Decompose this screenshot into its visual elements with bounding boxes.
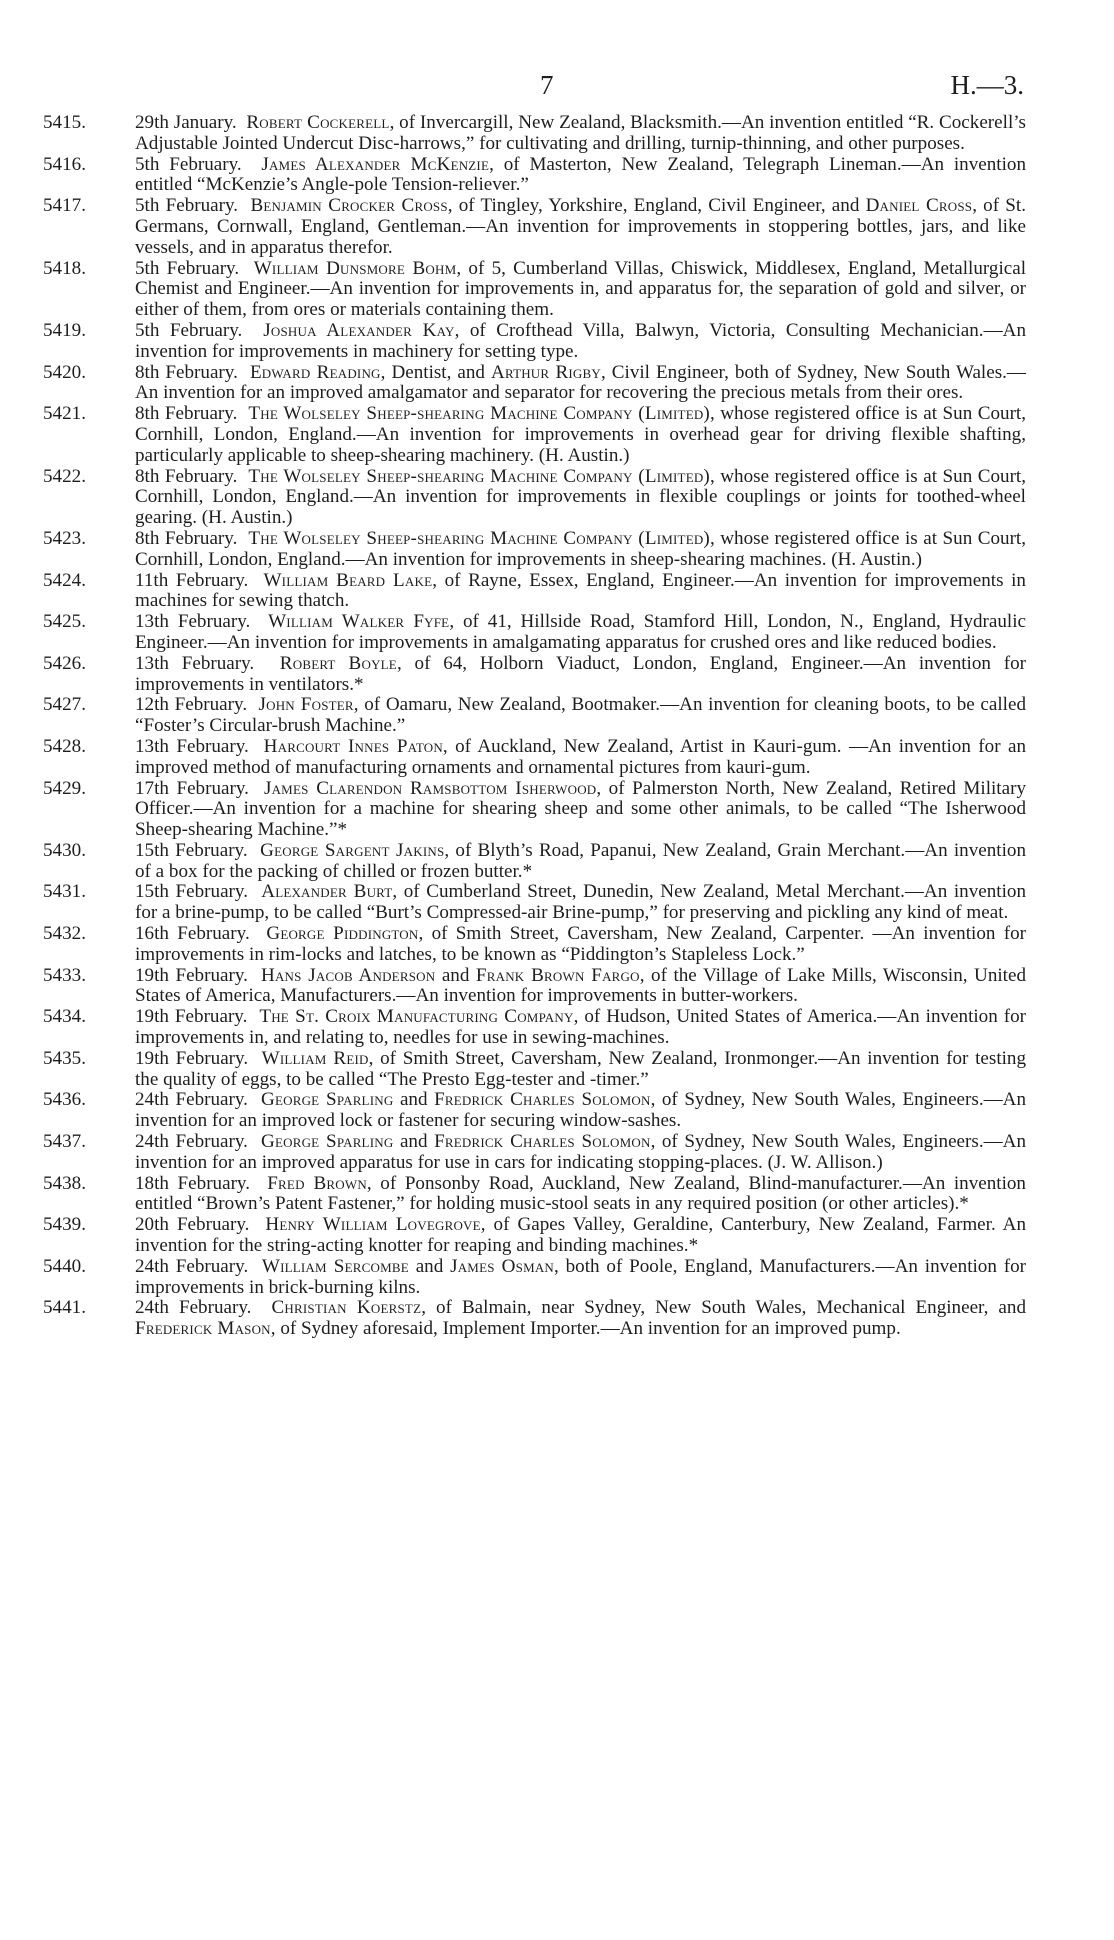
entry-date: 17th February. xyxy=(135,777,249,799)
applicant-name: George Piddington xyxy=(266,923,419,945)
patent-entry xyxy=(43,319,1026,363)
entry-date: 15th February. xyxy=(135,881,248,903)
applicant-name: George Sparling xyxy=(261,1089,394,1111)
entry-date: 29th January. xyxy=(135,112,237,133)
entry-date: 24th February. xyxy=(135,1297,252,1319)
applicant-name: William Reid xyxy=(261,1047,369,1069)
entry-date: 5th February. xyxy=(135,257,240,279)
entry-date: 8th February. xyxy=(135,403,238,425)
entry-number: 5415. xyxy=(43,112,86,133)
entry-text: , of Hudson, United States of America.—An invention for improvements in, and relating to, needles for use in sewing-machines. xyxy=(135,1006,1027,1049)
entry-text: , of 5, Cumberland Villas, Chiswick, Middlesex, England, Metallurgical Chemist and Engineer.—An invention for improvements in, and apparatus for, the separation of gold and silver, or either of them, from ores or materials containing them. xyxy=(135,257,1027,321)
entry-date: 8th February. xyxy=(135,527,238,549)
entry-text: , Civil Engineer, both of Sydney, New South Wales.—An invention for an improved amalgamator and separator for recovering the precious metals from their ores. xyxy=(135,361,1027,404)
page-number: 7 xyxy=(540,70,554,100)
entry-date: 12th February. xyxy=(135,694,248,716)
applicant-name: William Sercombe xyxy=(261,1255,409,1277)
applicant-name: James Alexander McKenzie xyxy=(261,153,490,175)
applicant-name: Arthur Rigby xyxy=(490,361,601,383)
patent-entry xyxy=(43,112,1026,155)
applicant-name: James Osman xyxy=(450,1255,555,1277)
entry-text: , both of Poole, England, Manufacturers.—An invention for improvements in brick-burning kilns. xyxy=(135,1255,1026,1298)
entry-date: 5th February. xyxy=(135,153,242,175)
entry-date: 13th February. xyxy=(135,735,249,757)
entry-number: 5428. xyxy=(43,735,86,757)
entry-date: 5th February. xyxy=(135,319,243,341)
patent-entry xyxy=(43,361,1027,405)
entry-number: 5418. xyxy=(43,257,86,279)
entry-number: 5426. xyxy=(43,652,86,674)
entry-date: 8th February. xyxy=(135,361,238,383)
patent-entry xyxy=(43,1006,1027,1049)
applicant-name: Robert Cockerell xyxy=(246,112,390,133)
patent-entry xyxy=(43,839,1026,883)
patent-entry xyxy=(43,652,1027,696)
applicant-name: Joshua Alexander Kay xyxy=(263,319,455,341)
entry-number: 5421. xyxy=(43,403,86,425)
applicant-name: James Clarendon Ramsbottom Isherwood xyxy=(263,777,597,799)
entry-date: 24th February. xyxy=(135,1089,248,1111)
patent-entry xyxy=(43,1089,1027,1132)
patent-entry xyxy=(43,403,1027,466)
entry-text: , of Sydney, New South Wales, Engineers.—An invention for an improved apparatus for use in cars for indicating stopping-places. (J. W. Allison.) xyxy=(135,1131,1027,1173)
patent-entry xyxy=(43,195,1026,258)
entry-text: and xyxy=(408,1255,451,1277)
entry-text: , of Masterton, New Zealand, Telegraph Lineman.—An invention entitled “McKenzie’s Angle-pole Tension-reliever.” xyxy=(135,153,1026,196)
applicant-name: Fredrick Charles Solomon xyxy=(434,1131,651,1153)
entry-number: 5434. xyxy=(43,1006,86,1028)
applicant-name: The Wolseley Sheep-shearing Machine Company (Limited) xyxy=(248,527,710,549)
patent-entry xyxy=(43,153,1026,197)
entry-number: 5440. xyxy=(43,1255,86,1277)
entry-text: , whose registered office is at Sun Court, Cornhill, London, England.—An invention for improvements in overhead gear for driving flexible shafting, particularly applicable to sheep-shearing machinery. (H. Austin.) xyxy=(135,403,1027,466)
applicant-name: Frederick Mason xyxy=(135,1318,271,1340)
entry-text: and xyxy=(393,1131,435,1153)
applicant-name: Frank Brown Fargo xyxy=(475,964,640,986)
entry-number: 5432. xyxy=(43,923,86,945)
applicant-name: Hans Jacob Anderson xyxy=(260,964,436,986)
patent-entry xyxy=(43,735,1026,779)
entry-number: 5433. xyxy=(43,964,86,986)
entry-text: , of Blyth’s Road, Papanui, New Zealand, Grain Merchant.—An invention of a box for the packing of chilled or frozen butter.* xyxy=(135,839,1026,882)
applicant-name: Fredrick Charles Solomon xyxy=(434,1089,651,1111)
entry-text: , of Tingley, Yorkshire, England, Civil Engineer, and xyxy=(447,195,866,217)
entry-number: 5425. xyxy=(43,611,86,633)
patent-entry xyxy=(43,1255,1026,1299)
patent-entry xyxy=(43,569,1026,613)
entry-date: 13th February. xyxy=(135,611,251,633)
applicant-name: William Beard Lake xyxy=(263,569,433,591)
entry-number: 5437. xyxy=(43,1131,86,1153)
entry-number: 5430. xyxy=(43,839,86,861)
entry-text: , of Gapes Valley, Geraldine, Canterbury, New Zealand, Farmer. An invention for the string-acting knotter for reaping and binding machines.* xyxy=(135,1214,1027,1257)
applicant-name: William Dunsmore Bohm xyxy=(253,257,457,279)
applicant-name: Fred Brown xyxy=(267,1172,367,1194)
entry-number: 5427. xyxy=(43,694,86,716)
entry-number: 5424. xyxy=(43,569,86,591)
entry-date: 11th February. xyxy=(135,569,249,591)
patent-entry xyxy=(43,1297,1027,1340)
entry-number: 5429. xyxy=(43,777,86,799)
applicant-name: John Foster xyxy=(258,694,354,716)
entry-number: 5431. xyxy=(43,881,86,903)
patent-entry xyxy=(43,465,1027,529)
entry-text: , of Smith Street, Caversham, New Zealand, Carpenter. —An invention for improvements in rim-locks and latches, to be known as “Piddington’s Stapleless Lock.” xyxy=(135,923,1026,965)
applicant-name: Daniel Cross xyxy=(865,195,973,217)
applicant-name: The St. Croix Manufacturing Company xyxy=(259,1006,574,1028)
entry-text: , whose registered office is at Sun Court, Cornhill, London, England.—An invention for improvements in flexible couplings or joints for toothed-wheel gearing. (H. Austin.) xyxy=(135,465,1027,529)
applicant-name: The Wolseley Sheep-shearing Machine Company (Limited) xyxy=(248,465,710,487)
entry-date: 15th February. xyxy=(135,839,248,861)
patent-entry xyxy=(43,257,1027,321)
entry-number: 5419. xyxy=(43,319,86,341)
document-reference: H.—3. xyxy=(950,70,1024,100)
applicant-name: Harcourt Innes Paton xyxy=(263,735,443,757)
entry-number: 5436. xyxy=(43,1089,86,1111)
applicant-name: George Sparling xyxy=(261,1131,394,1153)
entry-text: , of Ponsonby Road, Auckland, New Zealand, Blind-manufacturer.—An invention entitled “Brown’s Patent Fastener,” for holding music-stool seats in any required position (or other articles).* xyxy=(135,1172,1026,1215)
entry-number: 5417. xyxy=(43,195,86,217)
entry-number: 5441. xyxy=(43,1297,86,1319)
entry-number: 5422. xyxy=(43,465,86,487)
patent-entry xyxy=(43,1047,1027,1091)
entry-number: 5439. xyxy=(43,1214,86,1236)
applicant-name: Robert Boyle xyxy=(279,652,397,674)
entry-text: , of 64, Holborn Viaduct, London, England, Engineer.—An invention for improvements in ventilators.* xyxy=(135,652,1027,695)
entry-text: , of Palmerston North, New Zealand, Retired Military Officer.—An invention for a machine for shearing sheep and some other animals, to be called “The Isherwood Sheep-shearing Machine.”* xyxy=(135,777,1026,841)
applicant-name: The Wolseley Sheep-shearing Machine Company (Limited) xyxy=(248,403,710,425)
entry-text: , Dentist, and xyxy=(380,361,491,383)
entry-text: , of Oamaru, New Zealand, Bootmaker.—An invention for cleaning boots, to be called “Foster’s Circular-brush Machine.” xyxy=(135,694,1027,737)
patent-entry xyxy=(43,1172,1026,1216)
entry-date: 24th February. xyxy=(135,1131,248,1153)
entry-text: , of Smith Street, Caversham, New Zealand, Ironmonger.—An invention for testing the quality of eggs, to be called “The Presto Egg-tester and -timer.” xyxy=(135,1047,1027,1090)
entry-text: , of Crofthead Villa, Balwyn, Victoria, Consulting Mechanician.—An invention for improvements in machinery for setting type. xyxy=(135,319,1026,362)
entry-date: 19th February. xyxy=(135,1006,248,1028)
patent-entries-list xyxy=(0,113,1114,1340)
applicant-name: Benjamin Crocker Cross xyxy=(250,195,448,217)
entry-date: 5th February. xyxy=(135,195,239,217)
patent-entry xyxy=(43,694,1027,737)
entry-text: , whose registered office is at Sun Court, Cornhill, London, England.—An invention for improvements in sheep-shearing machines. (H. Austin.) xyxy=(135,527,1027,570)
entry-text: , of Auckland, New Zealand, Artist in Kauri-gum. —An invention for an improved method of manufacturing ornaments and ornamental pictures from kauri-gum. xyxy=(135,735,1026,778)
patent-entry xyxy=(43,964,1027,1008)
entry-date: 16th February. xyxy=(135,923,250,945)
entry-date: 19th February. xyxy=(135,964,248,986)
patent-entry xyxy=(43,881,1026,924)
entry-text: , of Balmain, near Sydney, New South Wales, Mechanical Engineer, and xyxy=(421,1297,1027,1319)
entry-date: 18th February. xyxy=(135,1172,251,1194)
entry-text: , of St. Germans, Cornwall, England, Gentleman.—An invention for improvements in stoppering bottles, jars, and like vessels, and in apparatus therefor. xyxy=(135,195,1026,258)
entry-text: , of the Village of Lake Mills, Wisconsin, United States of America, Manufacturers.—An invention for improvements in butter-workers. xyxy=(135,964,1027,1007)
applicant-name: William Walker Fyfe xyxy=(268,611,450,633)
entry-text: , of Sydney aforesaid, Implement Importer.—An invention for an improved pump. xyxy=(270,1318,901,1340)
entry-date: 20th February. xyxy=(135,1214,250,1236)
patent-entry xyxy=(43,1214,1027,1257)
patent-entry xyxy=(43,777,1026,841)
entry-date: 19th February. xyxy=(135,1047,249,1069)
applicant-name: Christian Koerstz xyxy=(271,1297,422,1319)
entry-text: , of Cumberland Street, Dunedin, New Zealand, Metal Merchant.—An invention for a brine-pump, to be called “Burt’s Compressed-air Brine-pump,” for preserving and pickling any kind of meat. xyxy=(135,881,1026,924)
applicant-name: Alexander Burt xyxy=(261,881,393,903)
entry-number: 5435. xyxy=(43,1047,86,1069)
entry-date: 8th February. xyxy=(135,465,238,487)
patent-entry xyxy=(43,1131,1027,1174)
entry-text: , of Invercargill, New Zealand, Blacksmith.—An invention entitled “R. Cockerell’s Adjustable Jointed Undercut Disc-harrows,” for cultivating and drilling, turnip-thinning, and other purposes. xyxy=(135,112,1026,154)
applicant-name: Henry William Lovegrove xyxy=(265,1214,481,1236)
entry-text: and xyxy=(435,964,476,986)
patent-entry xyxy=(43,527,1027,571)
entry-number: 5423. xyxy=(43,527,86,549)
entry-date: 13th February. xyxy=(135,652,255,674)
entry-number: 5420. xyxy=(43,361,86,383)
entry-number: 5416. xyxy=(43,153,86,175)
entry-text: and xyxy=(393,1089,435,1111)
applicant-name: George Sargent Jakins xyxy=(260,839,445,861)
entry-text: , of 41, Hillside Road, Stamford Hill, London, N., England, Hydraulic Engineer.—An invention for improvements in amalgamating apparatus for crushed ores and like reduced bodies. xyxy=(135,611,1027,653)
applicant-name: Edward Reading xyxy=(249,361,381,383)
entry-text: , of Rayne, Essex, England, Engineer.—An invention for improvements in machines for sewing thatch. xyxy=(135,569,1026,612)
entry-text: , of Sydney, New South Wales, Engineers.—An invention for an improved lock or fastener for securing window-sashes. xyxy=(135,1089,1027,1132)
entry-date: 24th February. xyxy=(135,1255,249,1277)
patent-entry xyxy=(43,611,1027,654)
patent-entry xyxy=(43,923,1026,966)
entry-number: 5438. xyxy=(43,1172,86,1194)
